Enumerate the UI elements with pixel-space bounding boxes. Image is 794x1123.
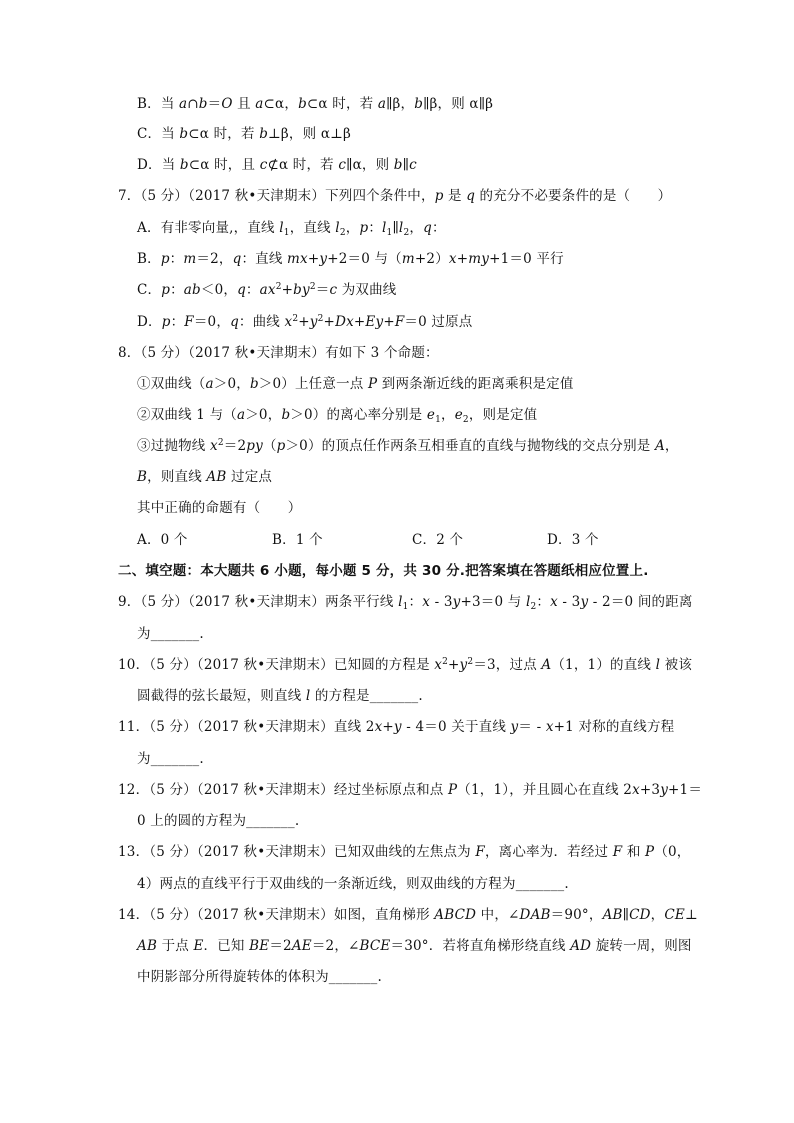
- line-q7d: D．p：F＝0，q：曲线 $x^2+y^2+Dx+Ey+F=0$ 过原点: [137, 314, 473, 330]
- line-q7a: A．有非零向量,，直线 $l_1$，直线 $l_2$，p：$l_1\parallel l_2$，q：: [137, 220, 446, 238]
- line-q12b: 0 上的圆的方程为_______.: [137, 813, 300, 829]
- q8-option-d: D．3 个: [547, 532, 599, 548]
- line-q10b: 圆截得的弦长最短，则直线 l 的方程是_______.: [137, 688, 423, 704]
- line-q8q: 其中正确的命题有（ ）: [137, 500, 302, 516]
- line-c6: C．当 b⊂α 时，若 b⊥β，则 α⊥β: [137, 126, 352, 142]
- line-d6: D．当 b⊂α 时，且 c⊄α 时，若 c∥α，则 b∥c: [137, 157, 417, 173]
- line-q7b: B．p：m＝2，q：直线 mx+y+2＝0 与（m+2）x+my+1＝0 平行: [137, 251, 564, 267]
- line-q8: 8．（5 分）（2017 秋•天津期末）有如下 3 个命题：: [118, 345, 439, 361]
- line-q7c: C．p：ab＜0，q：$ax^2+by^2=c$ 为双曲线: [137, 282, 397, 298]
- line-q7: 7．（5 分）（2017 秋•天津期末）下列四个条件中，p 是 q 的充分不必要条件的是（ ）: [118, 188, 672, 204]
- q8-option-c: C．2 个: [412, 532, 464, 548]
- line-q9b: 为_______.: [137, 626, 204, 642]
- line-q14c: 中阴影部分所得旋转体的体积为_______.: [137, 969, 382, 985]
- q8-option-a: A．0 个: [137, 532, 188, 548]
- line-q8-1: ①双曲线（a＞0，b＞0）上任意一点 P 到两条渐近线的距离乘积是定值: [137, 376, 574, 392]
- line-q9: 9．（5 分）（2017 秋•天津期末）两条平行线 $l_1$：x - 3y+3＝0 与 $l_2$：x - 3y - 2＝0 间的距离: [118, 594, 693, 612]
- line-sec2: 二、填空题：本大题共 6 小题，每小题 5 分，共 30 分.把答案填在答题纸相应位置上.: [118, 563, 649, 579]
- line-b6: B．当 a∩b＝O 且 a⊂α，b⊂α 时，若 a∥β，b∥β，则 α∥β: [137, 96, 494, 112]
- line-q10: 10．（5 分）（2017 秋•天津期末）已知圆的方程是 $x^2+y^2=3$，过点 A（1，1）的直线 l 被该: [118, 657, 693, 673]
- line-q12: 12．（5 分）（2017 秋•天津期末）经过坐标原点和点 P（1，1），并且圆心在直线 2x+3y+1＝: [118, 782, 703, 798]
- line-q13b: 4）两点的直线平行于双曲线的一条渐近线，则双曲线的方程为_______.: [137, 876, 569, 892]
- line-q8-2: ②双曲线 1 与（a＞0，b＞0）的离心率分别是 $e_1$，$e_2$，则是定值: [137, 407, 538, 425]
- line-q11: 11．（5 分）（2017 秋•天津期末）直线 2x+y - 4＝0 关于直线 y＝ - x+1 对称的直线方程: [118, 719, 675, 735]
- line-q8-3b: B，则直线 AB 过定点: [137, 469, 273, 485]
- line-q13: 13．（5 分）（2017 秋•天津期末）已知双曲线的左焦点为 F，离心率为．若经过 F 和 P（0，: [118, 844, 691, 860]
- line-q14: 14．（5 分）（2017 秋•天津期末）如图，直角梯形 ABCD 中，∠DAB＝90°，AB∥CD，CE⊥: [118, 907, 698, 923]
- line-q14b: AB 于点 E．已知 BE＝2AE＝2，∠BCE＝30°．若将直角梯形绕直线 AD 旋转一周，则图: [137, 938, 692, 954]
- line-q11b: 为_______.: [137, 751, 204, 767]
- line-q8-3: ③过抛物线 $x^2=2py(p>0)$的顶点任作两条互相垂直的直线与抛物线的交点分别是 A，: [137, 438, 679, 454]
- q8-option-b: B．1 个: [272, 532, 323, 548]
